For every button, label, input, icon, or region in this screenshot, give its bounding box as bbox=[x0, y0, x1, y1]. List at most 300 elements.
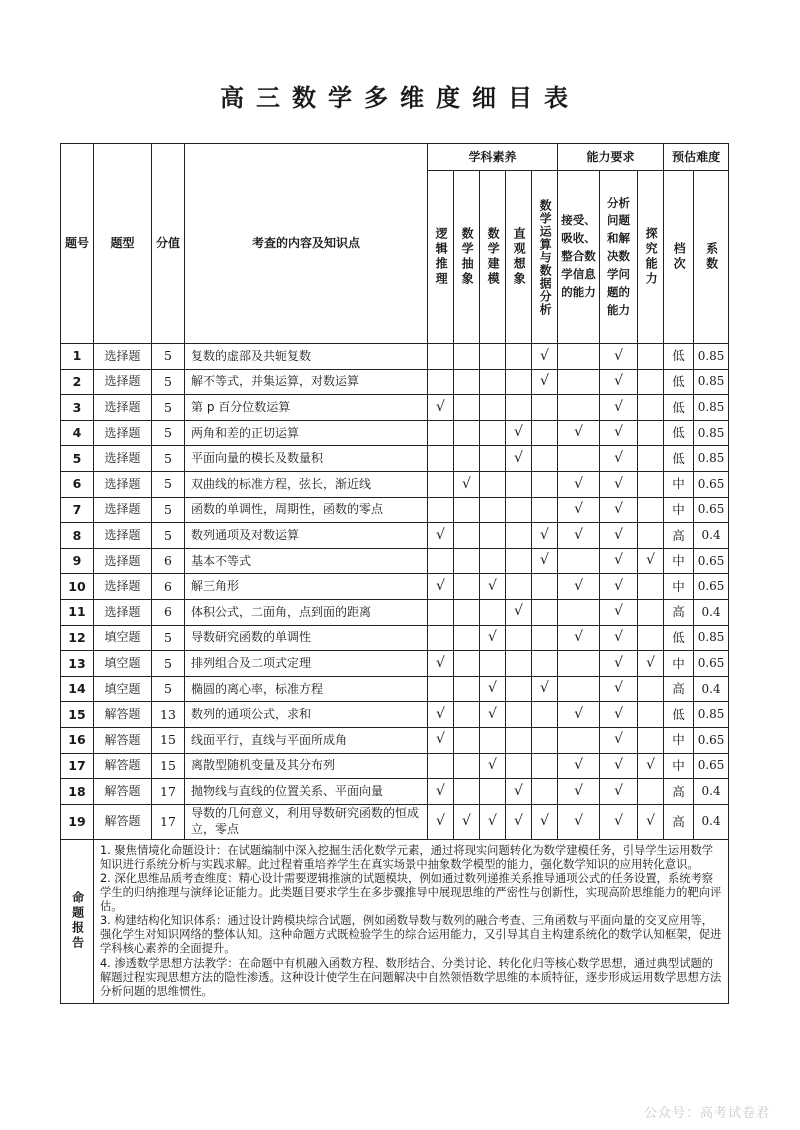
row-num: 19 bbox=[61, 804, 94, 839]
header-abstract: 数学抽象 bbox=[460, 227, 475, 287]
row-type: 填空题 bbox=[94, 625, 152, 651]
row-check-cell bbox=[600, 676, 638, 702]
row-check-cell bbox=[454, 446, 480, 472]
row-check-cell bbox=[600, 702, 638, 728]
row-content: 两角和差的正切运算 bbox=[185, 420, 428, 446]
row-check-cell bbox=[638, 804, 664, 839]
row-type: 解答题 bbox=[94, 804, 152, 839]
row-content: 离散型随机变量及其分布列 bbox=[185, 753, 428, 779]
row-check-cell bbox=[558, 420, 600, 446]
row-check-cell bbox=[638, 395, 664, 421]
row-check-cell bbox=[638, 651, 664, 677]
header-ability-group: 能力要求 bbox=[558, 144, 664, 171]
row-check-cell bbox=[638, 753, 664, 779]
row-check-cell bbox=[506, 497, 532, 523]
row-check-cell bbox=[454, 599, 480, 625]
row-check-cell bbox=[600, 804, 638, 839]
row-score: 15 bbox=[152, 727, 185, 753]
row-num: 9 bbox=[61, 548, 94, 574]
row-score: 5 bbox=[152, 446, 185, 472]
report-paragraph-4: 4. 渗透数学思想方法教学：在命题中有机融入函数方程、数形结合、分类讨论、转化化归等核心数学思想，通过典型试题的解题过程实现思想方法的隐性渗透。这种设计使学生在问题解决中自然领悟数学思维的本质特征，逐步形成运用数学思想方法分析问题的思维惯性。 bbox=[100, 956, 722, 998]
row-check-cell bbox=[558, 523, 600, 549]
row-check-cell bbox=[428, 446, 454, 472]
row-check-cell bbox=[558, 702, 600, 728]
header-ability-solve: 分析问题和解决数学问题的能力 bbox=[607, 195, 631, 317]
row-coef: 0.65 bbox=[694, 471, 729, 497]
row-num: 12 bbox=[61, 625, 94, 651]
row-num: 7 bbox=[61, 497, 94, 523]
row-check-cell bbox=[638, 779, 664, 805]
row-check-cell bbox=[532, 702, 558, 728]
table-row bbox=[61, 676, 729, 702]
row-check-cell bbox=[428, 702, 454, 728]
row-check-cell bbox=[480, 344, 506, 370]
row-check-cell bbox=[638, 369, 664, 395]
row-check-cell bbox=[506, 676, 532, 702]
row-check-cell bbox=[454, 523, 480, 549]
row-check-cell bbox=[454, 344, 480, 370]
row-score: 5 bbox=[152, 395, 185, 421]
check-mark-icon: √ bbox=[514, 603, 523, 620]
row-check-cell bbox=[428, 548, 454, 574]
row-check-cell bbox=[480, 395, 506, 421]
row-check-cell bbox=[558, 599, 600, 625]
check-mark-icon: √ bbox=[646, 812, 655, 829]
row-coef: 0.65 bbox=[694, 497, 729, 523]
row-check-cell bbox=[600, 548, 638, 574]
row-check-cell bbox=[558, 625, 600, 651]
header-logic: 逻辑推理 bbox=[434, 227, 449, 287]
row-check-cell bbox=[454, 676, 480, 702]
row-check-cell bbox=[506, 420, 532, 446]
report-text bbox=[94, 839, 729, 1003]
header-level: 档次 bbox=[672, 242, 687, 272]
row-num: 8 bbox=[61, 523, 94, 549]
check-mark-icon: √ bbox=[540, 347, 549, 364]
check-mark-icon: √ bbox=[540, 526, 549, 543]
row-level: 低 bbox=[664, 420, 694, 446]
row-coef: 0.85 bbox=[694, 369, 729, 395]
row-content: 抛物线与直线的位置关系、平面向量 bbox=[185, 779, 428, 805]
check-mark-icon: √ bbox=[614, 398, 623, 415]
check-mark-icon: √ bbox=[436, 705, 445, 722]
row-coef: 0.85 bbox=[694, 344, 729, 370]
row-check-cell bbox=[428, 471, 454, 497]
row-check-cell bbox=[638, 574, 664, 600]
row-type: 解答题 bbox=[94, 753, 152, 779]
row-score: 17 bbox=[152, 804, 185, 839]
row-type: 选择题 bbox=[94, 548, 152, 574]
header-coef: 系数 bbox=[704, 242, 719, 272]
row-check-cell bbox=[480, 625, 506, 651]
row-coef: 0.4 bbox=[694, 523, 729, 549]
report-label-cell bbox=[61, 839, 94, 1003]
table-row bbox=[61, 574, 729, 600]
row-check-cell bbox=[638, 446, 664, 472]
table-row bbox=[61, 727, 729, 753]
row-level: 中 bbox=[664, 727, 694, 753]
row-score: 5 bbox=[152, 651, 185, 677]
row-level: 高 bbox=[664, 779, 694, 805]
row-num: 3 bbox=[61, 395, 94, 421]
check-mark-icon: √ bbox=[574, 705, 583, 722]
check-mark-icon: √ bbox=[436, 577, 445, 594]
table-row bbox=[61, 497, 729, 523]
check-mark-icon: √ bbox=[614, 373, 623, 390]
row-coef: 0.4 bbox=[694, 676, 729, 702]
row-check-cell bbox=[600, 753, 638, 779]
row-type: 选择题 bbox=[94, 446, 152, 472]
check-mark-icon: √ bbox=[614, 526, 623, 543]
row-content: 函数的单调性，周期性，函数的零点 bbox=[185, 497, 428, 523]
row-check-cell bbox=[600, 599, 638, 625]
row-check-cell bbox=[506, 599, 532, 625]
check-mark-icon: √ bbox=[614, 654, 623, 671]
row-check-cell bbox=[480, 702, 506, 728]
table-row bbox=[61, 548, 729, 574]
table-row bbox=[61, 446, 729, 472]
table-row bbox=[61, 599, 729, 625]
check-mark-icon: √ bbox=[574, 629, 583, 646]
row-check-cell bbox=[558, 651, 600, 677]
row-check-cell bbox=[532, 753, 558, 779]
row-check-cell bbox=[506, 753, 532, 779]
row-check-cell bbox=[558, 548, 600, 574]
table-row bbox=[61, 753, 729, 779]
row-coef: 0.4 bbox=[694, 804, 729, 839]
row-level: 中 bbox=[664, 471, 694, 497]
row-check-cell bbox=[600, 779, 638, 805]
row-check-cell bbox=[506, 548, 532, 574]
row-check-cell bbox=[532, 804, 558, 839]
row-content: 排列组合及二项式定理 bbox=[185, 651, 428, 677]
check-mark-icon: √ bbox=[614, 757, 623, 774]
header-num: 题号 bbox=[61, 144, 94, 344]
row-check-cell bbox=[558, 676, 600, 702]
check-mark-icon: √ bbox=[614, 552, 623, 569]
row-check-cell bbox=[638, 727, 664, 753]
header-ability-accept: 接受、吸收、整合数学信息的能力 bbox=[561, 213, 596, 299]
check-mark-icon: √ bbox=[614, 812, 623, 829]
row-check-cell bbox=[600, 471, 638, 497]
row-level: 低 bbox=[664, 625, 694, 651]
row-check-cell bbox=[428, 574, 454, 600]
table-row bbox=[61, 523, 729, 549]
row-num: 2 bbox=[61, 369, 94, 395]
row-check-cell bbox=[600, 395, 638, 421]
row-check-cell bbox=[506, 523, 532, 549]
row-check-cell bbox=[454, 625, 480, 651]
check-mark-icon: √ bbox=[514, 449, 523, 466]
row-type: 填空题 bbox=[94, 651, 152, 677]
row-check-cell bbox=[600, 651, 638, 677]
check-mark-icon: √ bbox=[614, 603, 623, 620]
check-mark-icon: √ bbox=[436, 812, 445, 829]
row-check-cell bbox=[558, 471, 600, 497]
row-score: 6 bbox=[152, 548, 185, 574]
row-level: 中 bbox=[664, 574, 694, 600]
check-mark-icon: √ bbox=[462, 475, 471, 492]
row-content: 数列的通项公式，求和 bbox=[185, 702, 428, 728]
check-mark-icon: √ bbox=[574, 424, 583, 441]
row-check-cell bbox=[558, 804, 600, 839]
row-check-cell bbox=[532, 574, 558, 600]
row-level: 高 bbox=[664, 599, 694, 625]
row-check-cell bbox=[532, 676, 558, 702]
row-check-cell bbox=[454, 779, 480, 805]
row-coef: 0.65 bbox=[694, 574, 729, 600]
row-check-cell bbox=[480, 369, 506, 395]
row-check-cell bbox=[532, 471, 558, 497]
row-type: 填空题 bbox=[94, 676, 152, 702]
row-coef: 0.65 bbox=[694, 753, 729, 779]
check-mark-icon: √ bbox=[436, 526, 445, 543]
row-content: 导数的几何意义，利用导数研究函数的恒成立，零点 bbox=[185, 804, 428, 839]
report-paragraph-3: 3. 构建结构化知识体系：通过设计跨模块综合试题，例如函数导数与数列的融合考查、三角函数与平面向量的交叉应用等，强化学生对知识网络的整体认知。这种命题方式既检验学生的综合运用能力，又引导其自主构建系统化的数学认知框架，促进学科核心素养的全面提升。 bbox=[100, 914, 722, 956]
row-type: 选择题 bbox=[94, 420, 152, 446]
row-check-cell bbox=[600, 446, 638, 472]
row-check-cell bbox=[558, 395, 600, 421]
check-mark-icon: √ bbox=[514, 812, 523, 829]
row-check-cell bbox=[454, 727, 480, 753]
check-mark-icon: √ bbox=[614, 731, 623, 748]
row-check-cell bbox=[600, 625, 638, 651]
row-num: 4 bbox=[61, 420, 94, 446]
row-coef: 0.65 bbox=[694, 651, 729, 677]
check-mark-icon: √ bbox=[488, 812, 497, 829]
row-level: 低 bbox=[664, 369, 694, 395]
row-num: 18 bbox=[61, 779, 94, 805]
row-check-cell bbox=[638, 523, 664, 549]
row-coef: 0.85 bbox=[694, 446, 729, 472]
row-check-cell bbox=[600, 344, 638, 370]
report-label: 命题报告 bbox=[70, 891, 85, 952]
row-check-cell bbox=[532, 369, 558, 395]
table-row bbox=[61, 625, 729, 651]
row-content: 第 p 百分位数运算 bbox=[185, 395, 428, 421]
row-score: 5 bbox=[152, 523, 185, 549]
row-check-cell bbox=[532, 625, 558, 651]
row-check-cell bbox=[428, 651, 454, 677]
row-check-cell bbox=[454, 753, 480, 779]
header-difficulty-group: 预估难度 bbox=[664, 144, 729, 171]
row-score: 5 bbox=[152, 420, 185, 446]
header-literacy-group: 学科素养 bbox=[428, 144, 558, 171]
header-modeling: 数学建模 bbox=[486, 227, 501, 287]
row-num: 6 bbox=[61, 471, 94, 497]
row-score: 5 bbox=[152, 625, 185, 651]
row-content: 线面平行，直线与平面所成角 bbox=[185, 727, 428, 753]
row-check-cell bbox=[532, 779, 558, 805]
row-content: 双曲线的标准方程，弦长，渐近线 bbox=[185, 471, 428, 497]
row-type: 选择题 bbox=[94, 395, 152, 421]
row-check-cell bbox=[638, 625, 664, 651]
row-num: 1 bbox=[61, 344, 94, 370]
row-score: 5 bbox=[152, 497, 185, 523]
row-check-cell bbox=[480, 446, 506, 472]
table-row bbox=[61, 420, 729, 446]
row-check-cell bbox=[480, 599, 506, 625]
row-check-cell bbox=[638, 497, 664, 523]
row-check-cell bbox=[454, 497, 480, 523]
row-check-cell bbox=[506, 702, 532, 728]
report-paragraph-1: 1. 聚焦情境化命题设计：在试题编制中深入挖掘生活化数学元素，通过将现实问题转化为数学建模任务，引导学生运用数学知识进行系统分析与实践求解。此过程着重培养学生在真实场景中抽象数学模型的能力，强化数学知识的应用转化意识。 bbox=[100, 843, 714, 871]
row-type: 解答题 bbox=[94, 779, 152, 805]
row-type: 选择题 bbox=[94, 599, 152, 625]
row-level: 高 bbox=[664, 676, 694, 702]
row-check-cell bbox=[480, 753, 506, 779]
check-mark-icon: √ bbox=[488, 577, 497, 594]
row-check-cell bbox=[428, 599, 454, 625]
row-check-cell bbox=[454, 804, 480, 839]
check-mark-icon: √ bbox=[614, 680, 623, 697]
row-num: 14 bbox=[61, 676, 94, 702]
table-row bbox=[61, 395, 729, 421]
watermark: 公众号：高考试卷君 bbox=[643, 1106, 770, 1121]
row-score: 6 bbox=[152, 574, 185, 600]
row-level: 低 bbox=[664, 446, 694, 472]
row-check-cell bbox=[428, 420, 454, 446]
row-num: 16 bbox=[61, 727, 94, 753]
check-mark-icon: √ bbox=[488, 705, 497, 722]
row-type: 解答题 bbox=[94, 727, 152, 753]
check-mark-icon: √ bbox=[574, 577, 583, 594]
row-level: 低 bbox=[664, 702, 694, 728]
check-mark-icon: √ bbox=[614, 577, 623, 594]
row-check-cell bbox=[638, 344, 664, 370]
row-check-cell bbox=[428, 779, 454, 805]
row-check-cell bbox=[454, 702, 480, 728]
row-score: 5 bbox=[152, 369, 185, 395]
row-check-cell bbox=[480, 471, 506, 497]
row-type: 选择题 bbox=[94, 574, 152, 600]
row-check-cell bbox=[480, 676, 506, 702]
row-check-cell bbox=[428, 753, 454, 779]
row-check-cell bbox=[558, 497, 600, 523]
check-mark-icon: √ bbox=[574, 501, 583, 518]
row-level: 中 bbox=[664, 548, 694, 574]
row-type: 选择题 bbox=[94, 369, 152, 395]
table-row bbox=[61, 471, 729, 497]
check-mark-icon: √ bbox=[436, 654, 445, 671]
table-row bbox=[61, 702, 729, 728]
row-coef: 0.85 bbox=[694, 420, 729, 446]
check-mark-icon: √ bbox=[574, 475, 583, 492]
row-check-cell bbox=[480, 548, 506, 574]
check-mark-icon: √ bbox=[488, 757, 497, 774]
row-content: 解三角形 bbox=[185, 574, 428, 600]
row-check-cell bbox=[454, 395, 480, 421]
row-check-cell bbox=[480, 523, 506, 549]
row-check-cell bbox=[558, 779, 600, 805]
row-check-cell bbox=[638, 676, 664, 702]
header-computation: 数学运算与数据分析 bbox=[538, 198, 553, 316]
row-check-cell bbox=[506, 625, 532, 651]
row-check-cell bbox=[638, 702, 664, 728]
row-coef: 0.85 bbox=[694, 625, 729, 651]
row-check-cell bbox=[480, 574, 506, 600]
row-score: 5 bbox=[152, 344, 185, 370]
row-content: 椭圆的离心率，标准方程 bbox=[185, 676, 428, 702]
row-type: 选择题 bbox=[94, 471, 152, 497]
row-type: 选择题 bbox=[94, 497, 152, 523]
spec-table bbox=[60, 143, 729, 1004]
row-check-cell bbox=[454, 651, 480, 677]
row-check-cell bbox=[480, 651, 506, 677]
row-check-cell bbox=[428, 676, 454, 702]
row-coef: 0.85 bbox=[694, 702, 729, 728]
row-coef: 0.85 bbox=[694, 395, 729, 421]
table-row bbox=[61, 804, 729, 839]
row-check-cell bbox=[506, 574, 532, 600]
row-coef: 0.4 bbox=[694, 599, 729, 625]
row-check-cell bbox=[480, 420, 506, 446]
header-ability-explore: 探究能力 bbox=[644, 227, 659, 287]
row-check-cell bbox=[480, 779, 506, 805]
check-mark-icon: √ bbox=[646, 757, 655, 774]
row-check-cell bbox=[532, 599, 558, 625]
row-check-cell bbox=[638, 471, 664, 497]
row-check-cell bbox=[428, 344, 454, 370]
row-type: 选择题 bbox=[94, 344, 152, 370]
row-content: 平面向量的模长及数量积 bbox=[185, 446, 428, 472]
row-check-cell bbox=[532, 395, 558, 421]
row-check-cell bbox=[532, 523, 558, 549]
row-check-cell bbox=[454, 548, 480, 574]
row-check-cell bbox=[638, 548, 664, 574]
row-num: 15 bbox=[61, 702, 94, 728]
check-mark-icon: √ bbox=[462, 812, 471, 829]
check-mark-icon: √ bbox=[614, 501, 623, 518]
row-check-cell bbox=[600, 523, 638, 549]
check-mark-icon: √ bbox=[614, 424, 623, 441]
row-content: 复数的虚部及共轭复数 bbox=[185, 344, 428, 370]
table-row bbox=[61, 344, 729, 370]
check-mark-icon: √ bbox=[488, 629, 497, 646]
row-num: 10 bbox=[61, 574, 94, 600]
row-score: 13 bbox=[152, 702, 185, 728]
row-check-cell bbox=[558, 446, 600, 472]
row-check-cell bbox=[428, 369, 454, 395]
row-level: 高 bbox=[664, 804, 694, 839]
row-check-cell bbox=[480, 727, 506, 753]
check-mark-icon: √ bbox=[514, 424, 523, 441]
row-check-cell bbox=[480, 497, 506, 523]
check-mark-icon: √ bbox=[614, 782, 623, 799]
check-mark-icon: √ bbox=[540, 680, 549, 697]
row-check-cell bbox=[506, 651, 532, 677]
row-check-cell bbox=[532, 497, 558, 523]
row-content: 导数研究函数的单调性 bbox=[185, 625, 428, 651]
row-level: 中 bbox=[664, 497, 694, 523]
row-check-cell bbox=[600, 420, 638, 446]
row-check-cell bbox=[532, 344, 558, 370]
row-content: 基本不等式 bbox=[185, 548, 428, 574]
row-check-cell bbox=[600, 727, 638, 753]
row-content: 体积公式，二面角，点到面的距离 bbox=[185, 599, 428, 625]
check-mark-icon: √ bbox=[574, 526, 583, 543]
row-level: 中 bbox=[664, 651, 694, 677]
row-type: 选择题 bbox=[94, 523, 152, 549]
check-mark-icon: √ bbox=[614, 449, 623, 466]
check-mark-icon: √ bbox=[436, 731, 445, 748]
row-check-cell bbox=[428, 523, 454, 549]
row-check-cell bbox=[558, 753, 600, 779]
row-check-cell bbox=[600, 369, 638, 395]
row-score: 6 bbox=[152, 599, 185, 625]
header-intuition: 直观想象 bbox=[512, 227, 527, 287]
header-score: 分值 bbox=[152, 144, 185, 344]
